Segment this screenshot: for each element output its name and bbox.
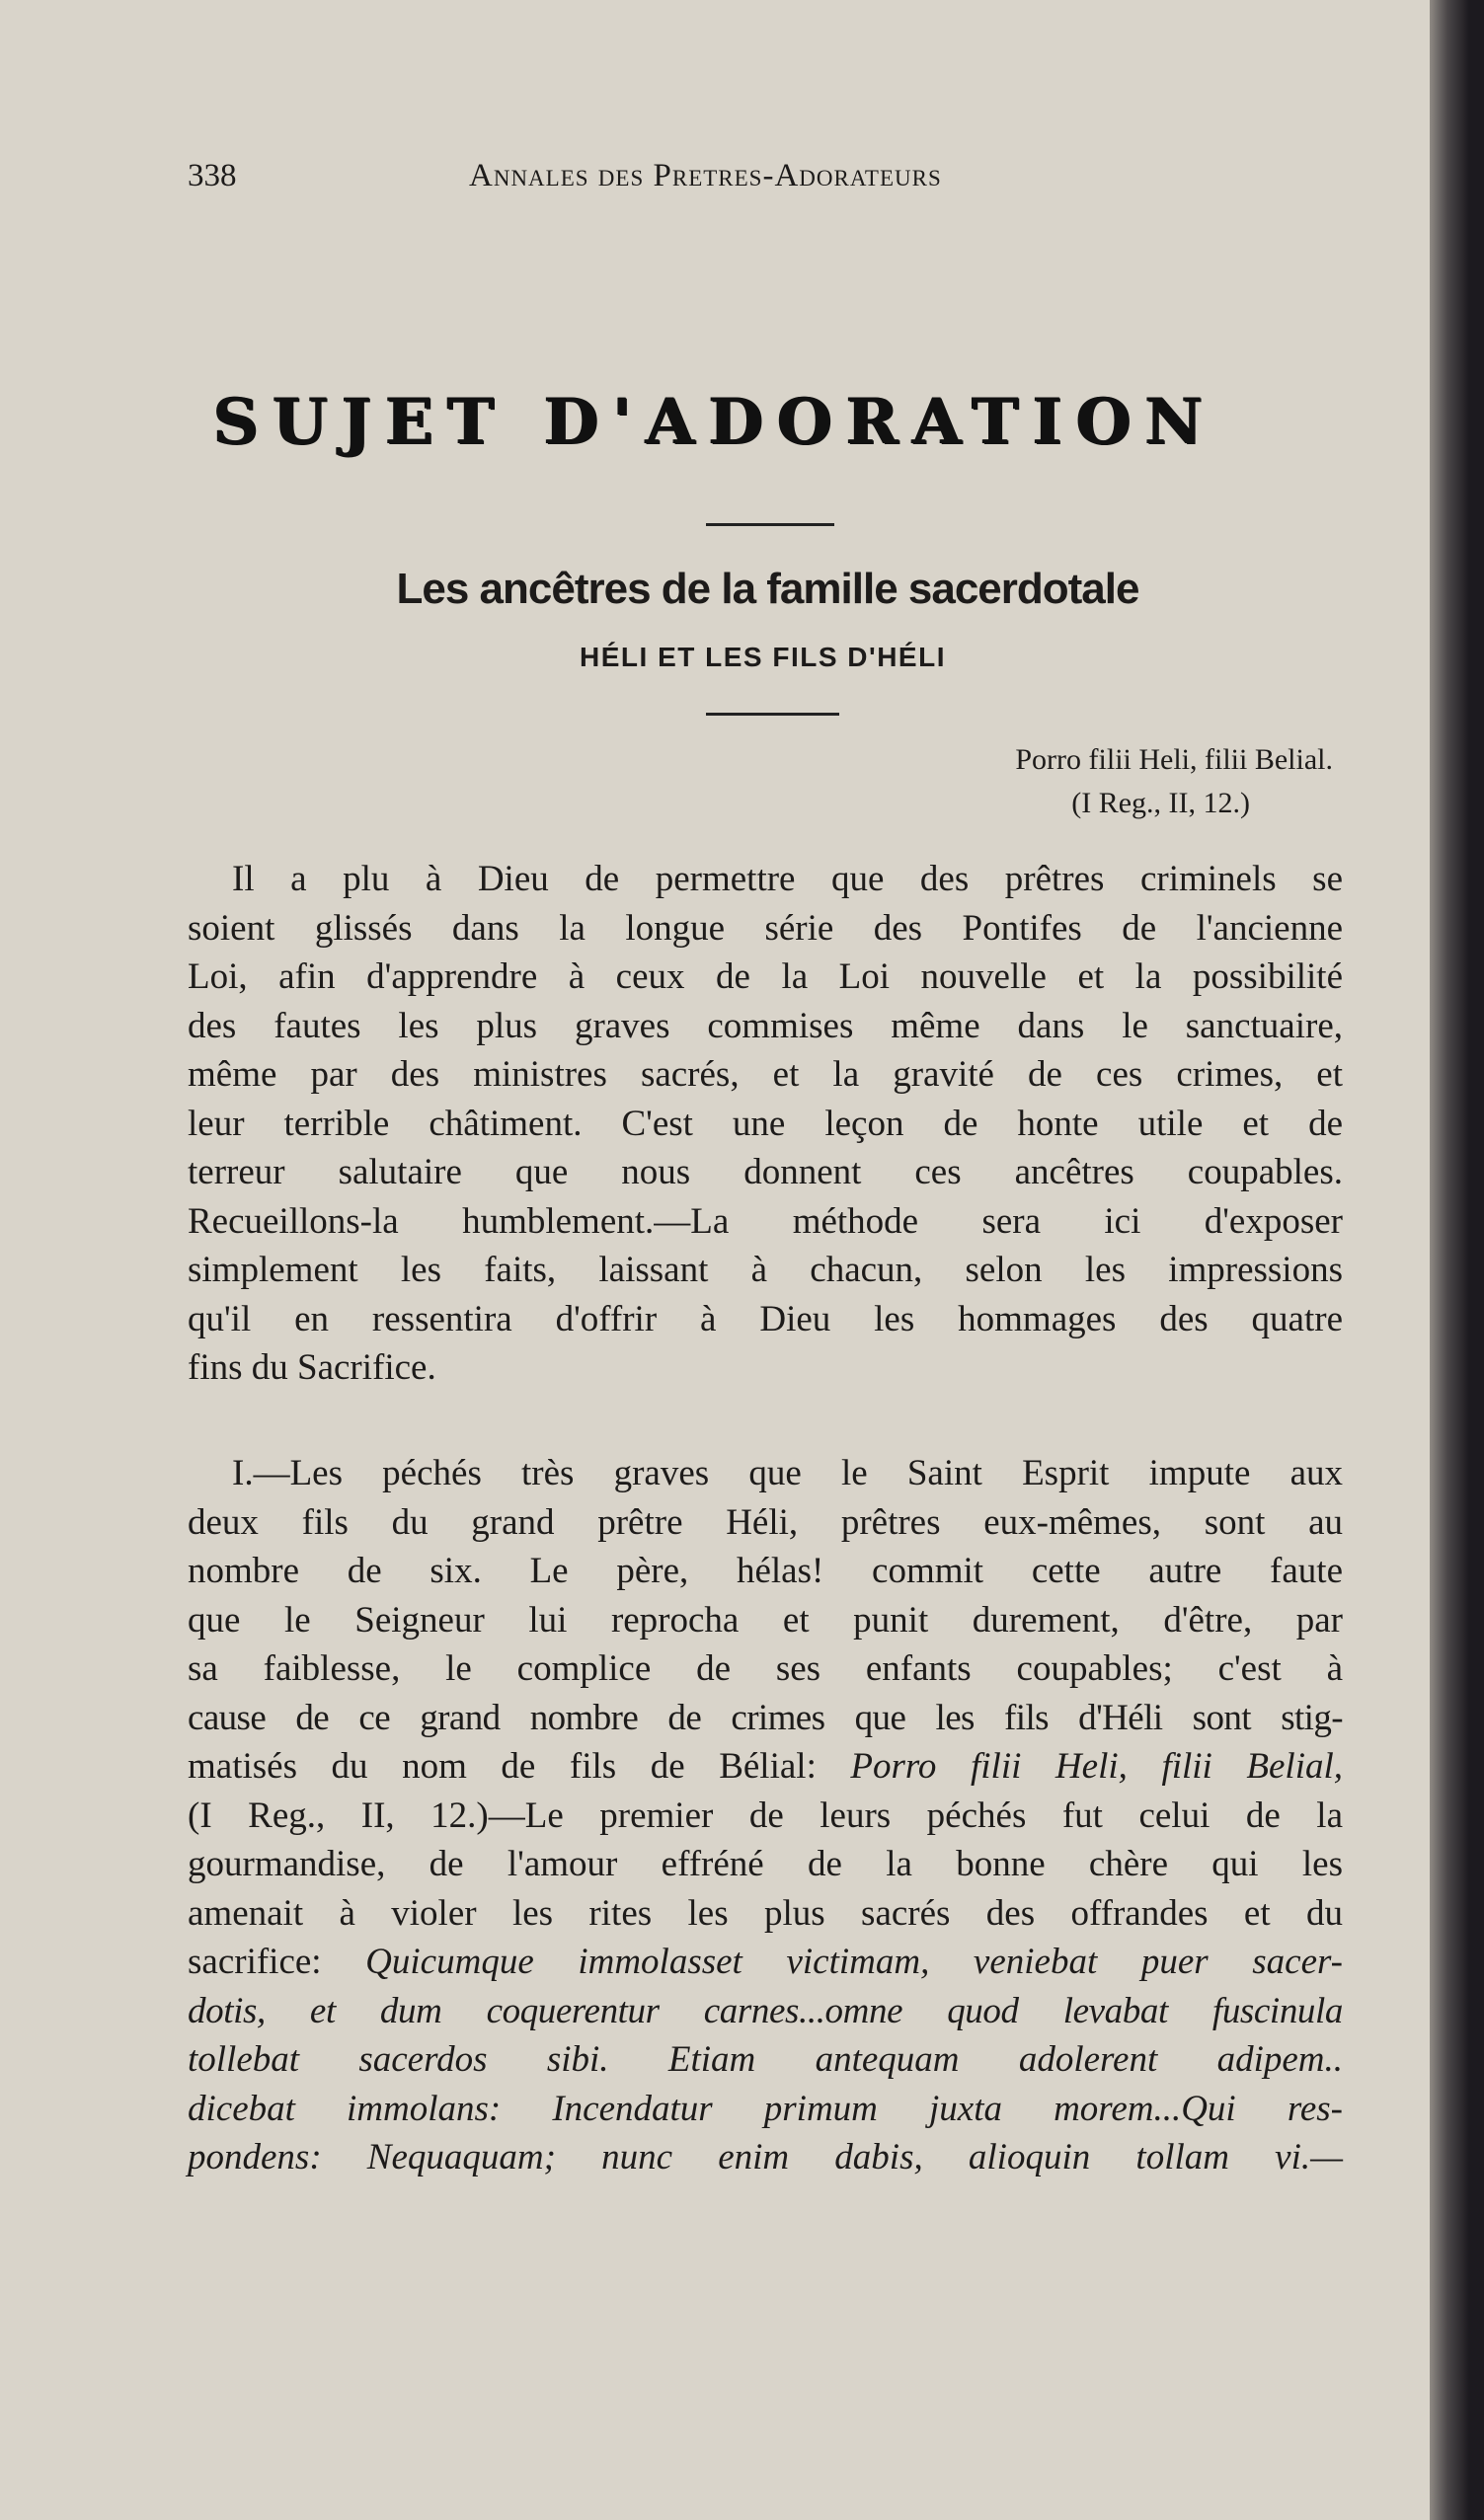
text-segment: II	[360, 1795, 386, 1836]
text-line: sa faiblesse, le complice de ses enfants coupables; c'est à	[188, 1648, 1343, 1689]
divider-rule	[706, 523, 834, 526]
text-line: fins du Sacrifice.	[188, 1347, 436, 1388]
text-line: même par des ministres sacrés, et la gravité de ces crimes, et	[188, 1054, 1343, 1095]
latin-quote-line: dotis, et dum coquerentur carnes...omne quod levabat fuscinula	[188, 1990, 1343, 2031]
running-title: Annales des Pretres-Adorateurs	[469, 158, 942, 193]
text-line: Recueillons-la humblement.—La méthode sera ici d'exposer	[188, 1200, 1343, 1242]
text-line: qu'il en ressentira d'offrir à Dieu les hommages des quatre	[188, 1298, 1343, 1339]
text-segment: (I Reg.,	[188, 1795, 361, 1836]
page-number: 338	[188, 158, 237, 193]
text-line	[143, 1742, 1343, 1792]
latin-quote: Porro filii Heli, filii Belial,	[850, 1746, 1344, 1787]
text-line: soient glissés dans la longue série des Pontifes de l'ancienne	[188, 907, 1343, 949]
latin-quote-line: dicebat immolans: Incendatur primum juxta morem...Qui res-	[188, 2088, 1343, 2129]
text-line: nombre de six. Le père, hélas! commit cette autre faute	[188, 1551, 1343, 1591]
text-line: que le Seigneur lui reprocha et punit durement, d'être, par	[188, 1599, 1343, 1641]
text-line: simplement les faits, laissant à chacun, selon les impressions	[188, 1250, 1343, 1290]
article-subtitle: HÉLI ET LES FILS D'HÉLI	[580, 642, 946, 672]
text-segment: sacrifice:	[188, 1942, 366, 1982]
text-line: deux fils du grand prêtre Héli, prêtres eux-mêmes, sont au	[188, 1501, 1343, 1543]
paragraph-1	[188, 855, 1343, 1393]
text-line: terreur salutaire que nous donnent ces ancêtres coupables.	[188, 1152, 1343, 1192]
text-line: cause de ce grand nombre de crimes que les fils d'Héli sont stig-	[188, 1697, 1343, 1738]
text-segment: , 12.)—Le premier de leurs péchés fut celui de la	[385, 1795, 1343, 1836]
text-line	[143, 1938, 1343, 1987]
divider-rule	[706, 713, 839, 716]
latin-quote-line: pondens: Nequaquam; nunc enim dabis, alioquin tollam vi.—	[188, 2137, 1343, 2177]
latin-quote: Quicumque immolasset victimam, veniebat puer sacer-	[365, 1942, 1343, 1982]
article-title: Les ancêtres de la famille sacerdotale	[396, 565, 1139, 613]
text-line: des fautes les plus graves commises même dans le sanctuaire,	[188, 1005, 1343, 1046]
text-line: Il a plu à Dieu de permettre que des prêtres criminels se	[232, 859, 1343, 899]
text-line	[143, 1792, 1343, 1841]
text-line: gourmandise, de l'amour effréné de la bonne chère qui les	[188, 1844, 1343, 1884]
text-line: leur terrible châtiment. C'est une leçon de honte utile et de	[188, 1103, 1343, 1144]
running-head	[188, 158, 1247, 207]
text-line: amenait à violer les rites les plus sacrés des offrandes et du	[188, 1892, 1343, 1934]
text-line: I.—Les péchés très graves que le Saint Esprit impute aux	[232, 1453, 1343, 1493]
epigraph-quote: Porro filii Heli, filii Belial.	[1015, 743, 1333, 776]
paragraph-2	[188, 1449, 1343, 2182]
section-heading: SUJET D'ADORATION	[212, 385, 1217, 459]
text-segment: matisés du nom de fils de Bélial:	[188, 1746, 851, 1787]
epigraph-citation: (I Reg., II, 12.)	[1071, 787, 1250, 819]
page-edge-shadow	[1430, 0, 1484, 2520]
latin-quote-line: tollebat sacerdos sibi. Etiam antequam adolerent adipem..	[188, 2039, 1343, 2080]
text-line: Loi, afin d'apprendre à ceux de la Loi nouvelle et la possibilité	[188, 956, 1343, 997]
epigraph	[691, 738, 1333, 825]
